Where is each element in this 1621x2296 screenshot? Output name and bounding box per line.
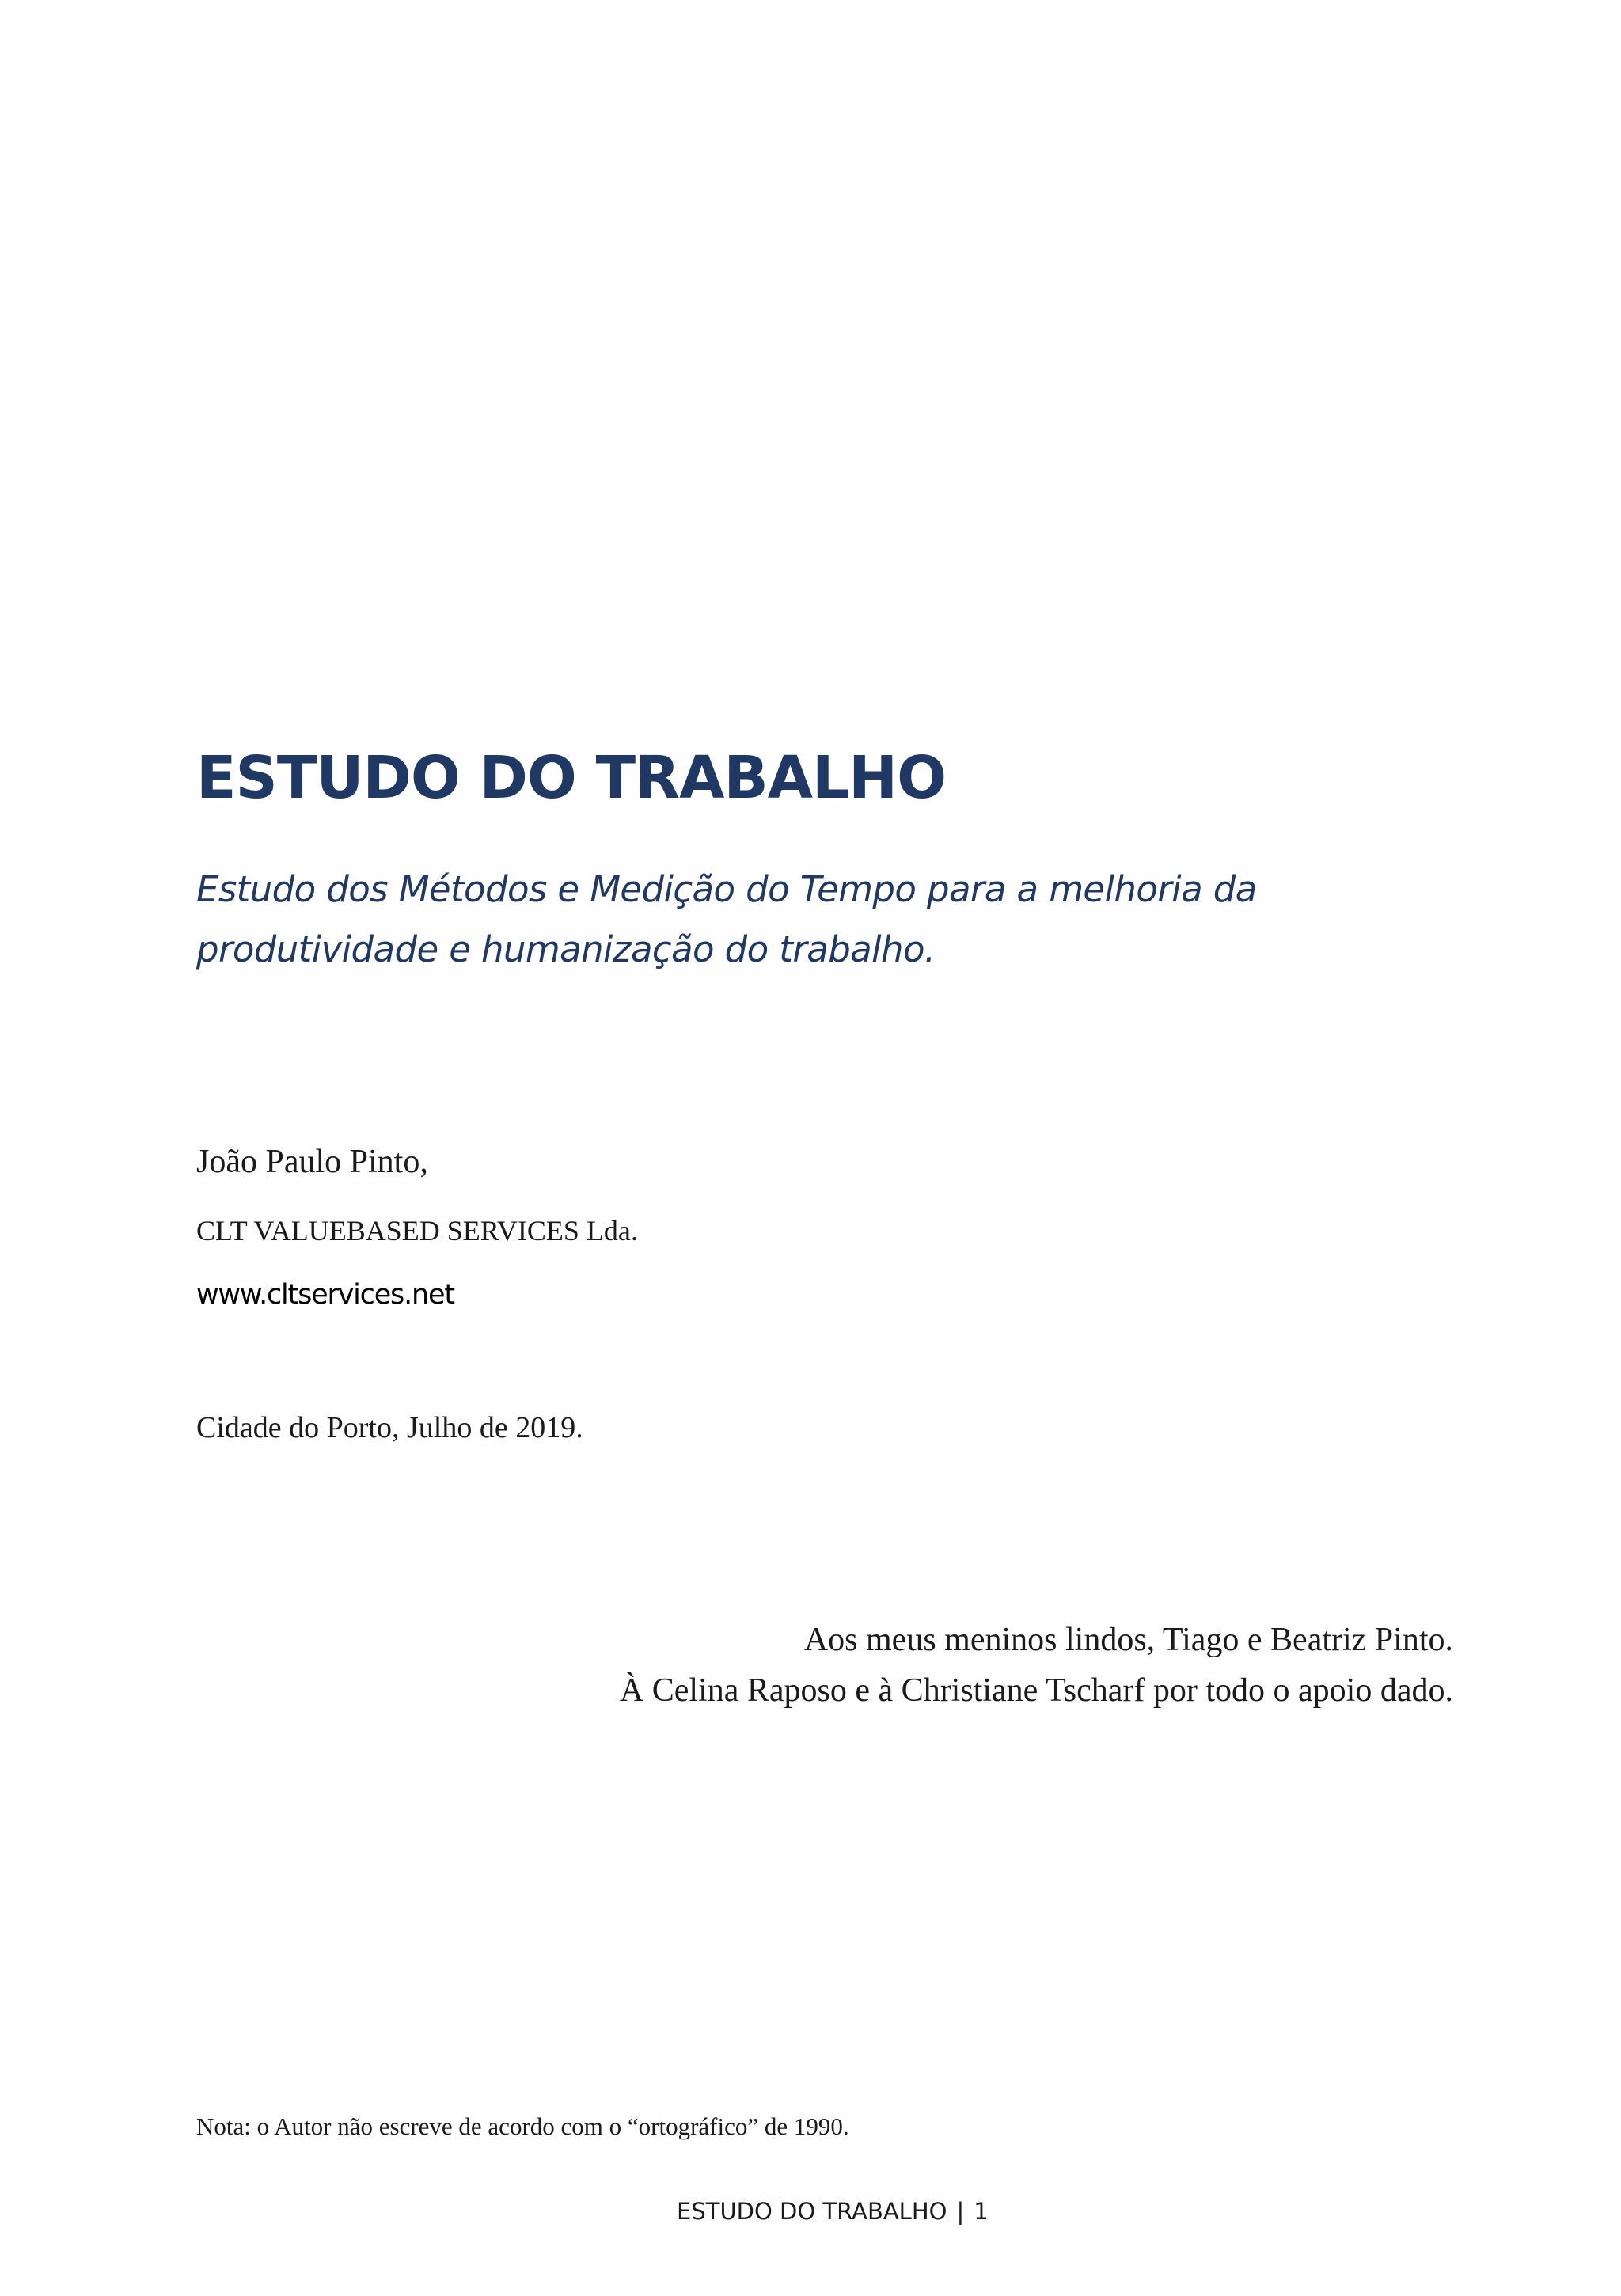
page-footer [677,2198,989,2225]
dedication [620,1615,1453,1716]
dedication-line-1: Aos meus meninos lindos, Tiago e Beatriz Pinto. [803,1622,1453,1658]
author-note: Nota: o Autor não escreve de acordo com o “ortográfico” de 1990. [196,2112,849,2140]
dedication-line-2: À Celina Raposo e à Christiane Tscharf por todo o apoio dado. [619,1672,1453,1709]
footer-running-title: ESTUDO DO TRABALHO [677,2198,947,2225]
footer-page-number: 1 [974,2198,989,2225]
subtitle-line-2: produtividade e humanização do trabalho. [196,928,936,970]
subtitle-line-1: Estudo dos Métodos e Medição do Tempo para a melhoria da [196,868,1257,910]
place-and-date: Cidade do Porto, Julho de 2019. [196,1411,583,1444]
author-name: João Paulo Pinto, [196,1144,428,1180]
document-subtitle [196,860,1463,980]
document-title: ESTUDO DO TRABALHO [196,744,946,812]
company-name: CLT VALUEBASED SERVICES Lda. [196,1215,638,1247]
footer-separator: | [956,2198,965,2225]
website-link[interactable]: www.cltservices.net [196,1279,454,1311]
